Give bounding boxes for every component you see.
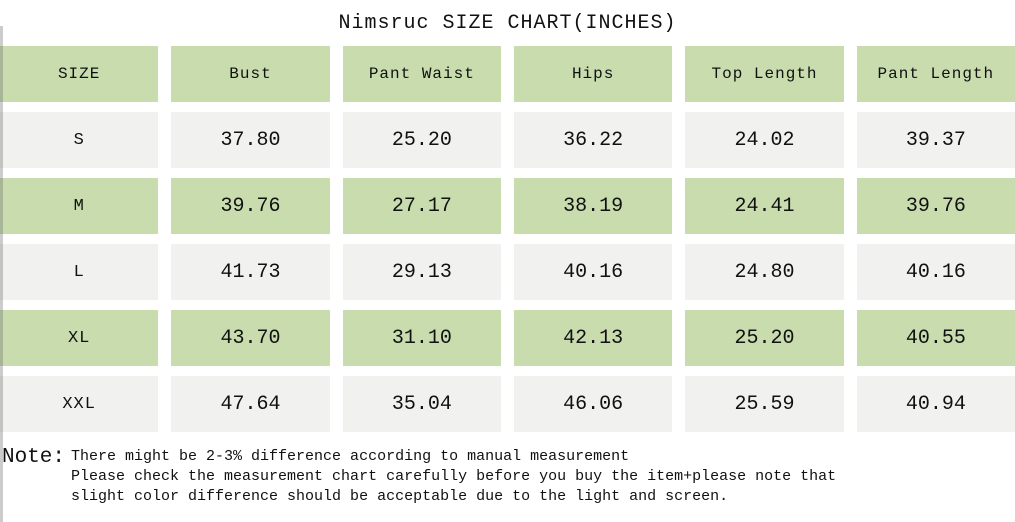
value-cell-s-4: 39.37 xyxy=(857,112,1015,168)
value-cell-m-1: 27.17 xyxy=(343,178,501,234)
note-line-1: There might be 2-3% difference according to manual measurement xyxy=(71,448,630,465)
value-cell-xl-4: 40.55 xyxy=(857,310,1015,366)
size-cell-xxl: XXL xyxy=(0,376,158,432)
value-cell-l-1: 29.13 xyxy=(343,244,501,300)
note-line-2: Please check the measurement chart carefully before you buy the item+please note that xyxy=(71,468,837,485)
value-cell-l-2: 40.16 xyxy=(514,244,672,300)
value-cell-m-3: 24.41 xyxy=(685,178,843,234)
header-cell-pant-waist: Pant Waist xyxy=(343,46,501,102)
note-line-3: slight color difference should be acceptable due to the light and screen. xyxy=(71,488,729,505)
value-cell-l-4: 40.16 xyxy=(857,244,1015,300)
header-cell-hips: Hips xyxy=(514,46,672,102)
value-cell-s-0: 37.80 xyxy=(171,112,329,168)
header-cell-top-length: Top Length xyxy=(685,46,843,102)
header-cell-size: SIZE xyxy=(0,46,158,102)
value-cell-s-3: 24.02 xyxy=(685,112,843,168)
value-cell-s-2: 36.22 xyxy=(514,112,672,168)
value-cell-l-3: 24.80 xyxy=(685,244,843,300)
note-section xyxy=(0,447,1015,507)
left-edge-line xyxy=(0,26,3,522)
size-cell-xl: XL xyxy=(0,310,158,366)
note-text xyxy=(65,447,836,507)
note-label: Note: xyxy=(2,446,66,469)
size-table xyxy=(0,46,1015,432)
value-cell-xxl-4: 40.94 xyxy=(857,376,1015,432)
value-cell-m-0: 39.76 xyxy=(171,178,329,234)
page-title: Nimsruc SIZE CHART(INCHES) xyxy=(338,12,677,35)
value-cell-xl-1: 31.10 xyxy=(343,310,501,366)
size-cell-s: S xyxy=(0,112,158,168)
value-cell-xxl-0: 47.64 xyxy=(171,376,329,432)
size-cell-m: M xyxy=(0,178,158,234)
value-cell-xxl-2: 46.06 xyxy=(514,376,672,432)
value-cell-s-1: 25.20 xyxy=(343,112,501,168)
value-cell-l-0: 41.73 xyxy=(171,244,329,300)
value-cell-xl-0: 43.70 xyxy=(171,310,329,366)
value-cell-m-2: 38.19 xyxy=(514,178,672,234)
value-cell-xxl-3: 25.59 xyxy=(685,376,843,432)
value-cell-xxl-1: 35.04 xyxy=(343,376,501,432)
value-cell-xl-2: 42.13 xyxy=(514,310,672,366)
value-cell-m-4: 39.76 xyxy=(857,178,1015,234)
header-cell-pant-length: Pant Length xyxy=(857,46,1015,102)
header-cell-bust: Bust xyxy=(171,46,329,102)
value-cell-xl-3: 25.20 xyxy=(685,310,843,366)
size-cell-l: L xyxy=(0,244,158,300)
